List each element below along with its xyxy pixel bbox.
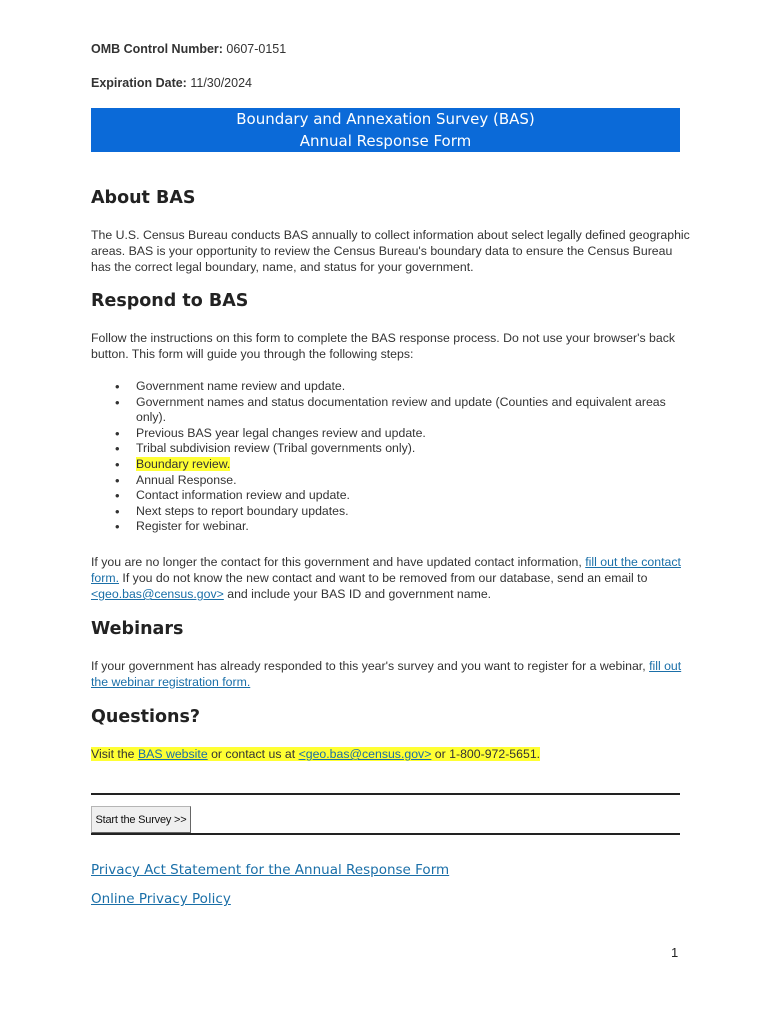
webinars-heading: Webinars bbox=[91, 619, 184, 639]
questions-text-3: or 1-800-972-5651. bbox=[431, 747, 541, 761]
contact-paragraph bbox=[91, 554, 691, 602]
omb-value: 0607-0151 bbox=[226, 42, 287, 56]
questions-paragraph bbox=[91, 746, 691, 762]
webinars-text: If your government has already responded to this year's survey and you want to register for a webinar, bbox=[91, 659, 650, 673]
list-item: • Previous BAS year legal changes review and update. bbox=[136, 426, 696, 442]
questions-email-link[interactable]: <geo.bas@census.gov> bbox=[298, 747, 432, 761]
omb-label: OMB Control Number: bbox=[91, 42, 223, 56]
contact-text-1: If you are no longer the contact for this government and have updated contact information, bbox=[91, 555, 586, 569]
privacy-act-statement-link[interactable]: Privacy Act Statement for the Annual Response Form bbox=[91, 862, 450, 878]
respond-heading: Respond to BAS bbox=[91, 291, 249, 311]
contact-email-link[interactable]: <geo.bas@census.gov> bbox=[91, 587, 224, 601]
questions-heading: Questions? bbox=[91, 707, 201, 727]
about-text: The U.S. Census Bureau conducts BAS annually to collect information about select legally defined geographic areas. BAS is your opportunity to review the Census Bureau's boundary data to ensure the Census Bureau has the correct legal boundary, name, and status for your government. bbox=[91, 228, 690, 274]
about-heading: About BAS bbox=[91, 188, 196, 208]
expiration-label: Expiration Date: bbox=[91, 76, 187, 90]
form-title-line1: Boundary and Annexation Survey (BAS) bbox=[236, 110, 535, 128]
list-item: • Tribal subdivision review (Tribal governments only). bbox=[136, 441, 696, 457]
webinar-registration-link[interactable]: fill out the webinar registration form. bbox=[91, 659, 682, 689]
list-item: • Annual Response. bbox=[136, 473, 696, 489]
questions-text-1: Visit the bbox=[91, 747, 138, 761]
contact-text-2: If you do not know the new contact and want to be removed from our database, send an email to bbox=[119, 571, 648, 585]
expiration-value: 11/30/2024 bbox=[190, 76, 252, 90]
list-item: • Contact information review and update. bbox=[136, 488, 696, 504]
questions-highlight bbox=[91, 747, 540, 761]
divider-bottom bbox=[91, 833, 680, 835]
divider-top bbox=[91, 793, 680, 795]
list-item: • Register for webinar. bbox=[136, 519, 696, 535]
expiration-date bbox=[91, 76, 252, 90]
online-privacy-policy-link[interactable]: Online Privacy Policy bbox=[91, 891, 231, 907]
contact-form-link[interactable]: fill out the contact form. bbox=[91, 555, 681, 585]
respond-intro: Follow the instructions on this form to complete the BAS response process. Do not use your browser's back button. This form will guide you through the following steps: bbox=[91, 331, 675, 361]
boundary-review-highlight: Boundary review. bbox=[136, 456, 231, 471]
form-title-banner bbox=[91, 108, 680, 152]
webinars-paragraph bbox=[91, 658, 691, 690]
form-title-line2: Annual Response Form bbox=[299, 132, 472, 150]
bas-website-link[interactable]: BAS website bbox=[137, 747, 208, 761]
start-survey-button[interactable]: Start the Survey >> bbox=[91, 806, 191, 833]
list-item: • Government name review and update. bbox=[136, 379, 696, 395]
list-item: • Government names and status documentation review and update (Counties and equivalent areas only). bbox=[136, 395, 696, 426]
list-item-highlighted bbox=[136, 457, 696, 473]
list-item: • Next steps to report boundary updates. bbox=[136, 504, 696, 520]
omb-control-number bbox=[91, 42, 286, 56]
contact-text-3: and include your BAS ID and government name. bbox=[223, 587, 492, 601]
questions-text-2: or contact us at bbox=[207, 747, 299, 761]
steps-list bbox=[91, 379, 696, 535]
page-number: 1 bbox=[671, 945, 679, 960]
